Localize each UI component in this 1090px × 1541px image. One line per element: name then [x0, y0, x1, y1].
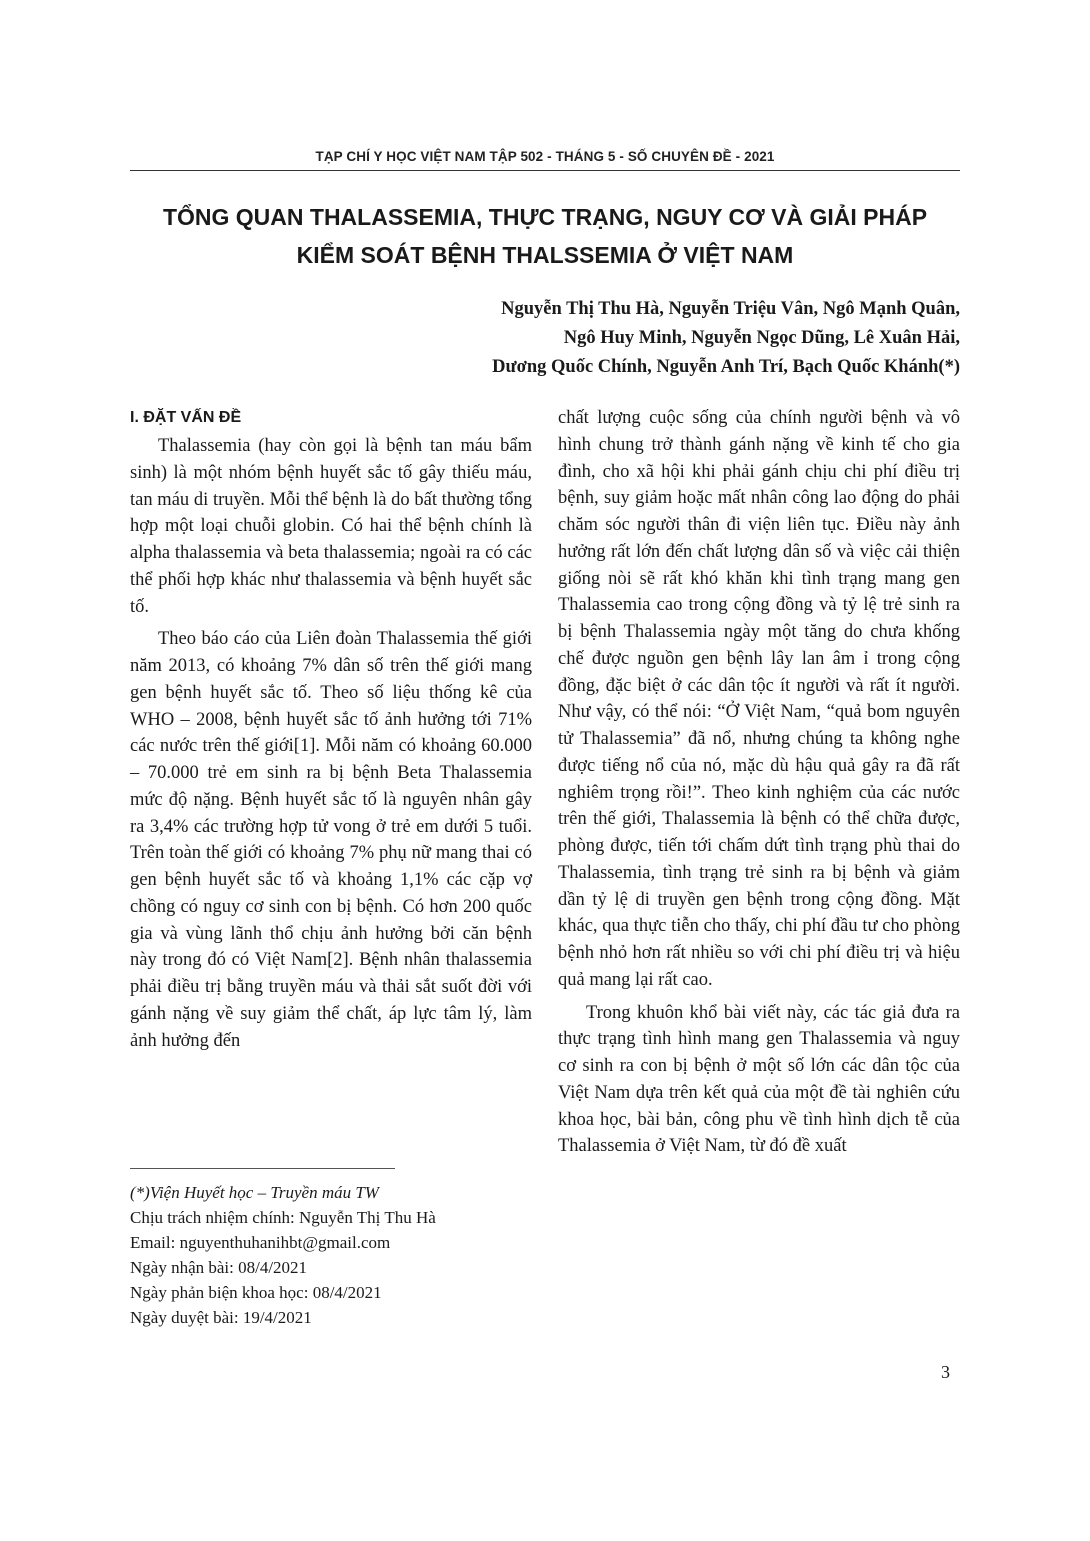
header-rule — [130, 170, 960, 171]
footnote-approved: Ngày duyệt bài: 19/4/2021 — [130, 1308, 312, 1327]
footnotes — [130, 1180, 532, 1330]
paragraph-1: Thalassemia (hay còn gọi là bệnh tan máu bẩm sinh) là một nhóm bệnh huyết sắc tố gây thiếu máu, tan máu di truyền. Mỗi thể bệnh là do bất thường tổng hợp một loại chuỗi globin. Có hai thể bệnh chính là alpha thalassemia và beta thalassemia; ngoài ra có các thể phối hợp khác như thalassemia và bệnh huyết sắc tố. — [130, 436, 532, 617]
authors-line-2: Ngô Huy Minh, Nguyễn Ngọc Dũng, Lê Xuân Hải, — [563, 328, 960, 348]
section-heading: I. ĐẶT VẤN ĐỀ — [130, 409, 242, 426]
footnote-email: Email: nguyenthuhanihbt@gmail.com — [130, 1233, 391, 1252]
title-line-1: TỔNG QUAN THALASSEMIA, THỰC TRẠNG, NGUY CƠ VÀ GIẢI PHÁP — [162, 204, 928, 230]
footnote-affiliation: (*)Viện Huyết học – Truyền máu TW — [130, 1183, 379, 1202]
paragraph-2: Theo báo cáo của Liên đoàn Thalassemia thế giới năm 2013, có khoảng 7% dân số trên thế giới mang gen bệnh huyết sắc tố. Theo số liệu thống kê của WHO – 2008, bệnh huyết sắc tố ảnh hưởng tới 71% các nước trên thế giới[1]. Mỗi năm có khoảng 60.000 – 70.000 trẻ em sinh ra bị bệnh Beta Thalassemia mức độ nặng. Bệnh huyết sắc tố là nguyên nhân gây ra 3,4% các trường hợp tử vong ở trẻ em dưới 5 tuổi. Trên toàn thế giới có khoảng 7% phụ nữ mang thai có gen bệnh huyết sắc tố và khoảng 1,1% các cặp vợ chồng có nguy cơ sinh con bị bệnh. Có hơn 200 quốc gia và vùng lãnh thổ chịu ảnh hưởng bởi căn bệnh này trong đó có Việt Nam[2]. Bệnh nhân thalassemia phải điều trị bằng truyền máu và thải sắt suốt đời với gánh nặng về suy giảm thể chất, áp lực tâm lý, làm ảnh hưởng đến — [130, 629, 532, 1051]
right-column — [558, 405, 960, 1160]
article-title — [130, 198, 960, 274]
page-number: 3 — [941, 1362, 950, 1382]
footnote-reviewed: Ngày phản biện khoa học: 08/4/2021 — [130, 1283, 382, 1302]
author-list — [260, 295, 960, 382]
authors-line-3: Dương Quốc Chính, Nguyễn Anh Trí, Bạch Quốc Khánh(*) — [492, 357, 960, 377]
footnote-received: Ngày nhận bài: 08/4/2021 — [130, 1258, 308, 1277]
paragraph-2-continued: chất lượng cuộc sống của chính người bệnh và vô hình chung trở thành gánh nặng về kinh tế cho gia đình, cho xã hội khi phải gánh chịu chi phí điều trị bệnh, suy giảm hoặc mất nhân công lao động do phải chăm sóc người thân đi viện liên tục. Điều này ảnh hưởng rất lớn đến chất lượng dân số và việc cải thiện giống nòi sẽ rất khó khăn khi tình trạng mang gen Thalassemia cao trong cộng đồng và tỷ lệ trẻ sinh ra bị bệnh Thalassemia ngày một tăng do chưa khống chế được nguồn gen bệnh lây lan âm ỉ trong cộng đồng, đặc biệt ở các dân tộc ít người và rất ít người. Như vậy, có thể nói: “Ở Việt Nam, “quả bom nguyên tử Thalassemia” đã nổ, nhưng chúng ta không nghe được tiếng nổ của nó, mặc dù hậu quả gây ra đã rất nghiêm trọng rồi!”. Theo kinh nghiệm của các nước trên thế giới, Thalassemia là bệnh có thể chữa được, phòng được, tiến tới chấm dứt tình trạng phù thai do Thalassemia, tình trạng trẻ sinh ra bị bệnh và giảm dần tỷ lệ di truyền gen bệnh trong cộng đồng. Mặt khác, qua thực tiễn cho thấy, chi phí đầu tư cho phòng bệnh nhỏ hơn rất nhiều so với chi phí điều trị và hiệu quả mang lại rất cao. — [558, 408, 960, 990]
authors-line-1: Nguyễn Thị Thu Hà, Nguyễn Triệu Vân, Ngô Mạnh Quân, — [501, 299, 960, 319]
footnote-responsible: Chịu trách nhiệm chính: Nguyễn Thị Thu Hà — [130, 1208, 436, 1227]
title-line-2: KIỂM SOÁT BỆNH THALSSEMIA Ở VIỆT NAM — [296, 242, 794, 268]
running-header: TẠP CHÍ Y HỌC VIỆT NAM TẬP 502 - THÁNG 5 - SỐ CHUYÊN ĐỀ - 2021 — [315, 149, 775, 164]
footnote-rule — [130, 1168, 395, 1169]
paragraph-3: Trong khuôn khổ bài viết này, các tác giả đưa ra thực trạng tình hình mang gen Thalassemia và nguy cơ sinh ra con bị bệnh ở một số lớn các dân tộc của Việt Nam dựa trên kết quả của một đề tài nghiên cứu khoa học, bài bản, công phu về tình hình dịch tễ của Thalassemia ở Việt Nam, từ đó đề xuất — [558, 1002, 960, 1157]
left-column — [130, 405, 532, 1054]
